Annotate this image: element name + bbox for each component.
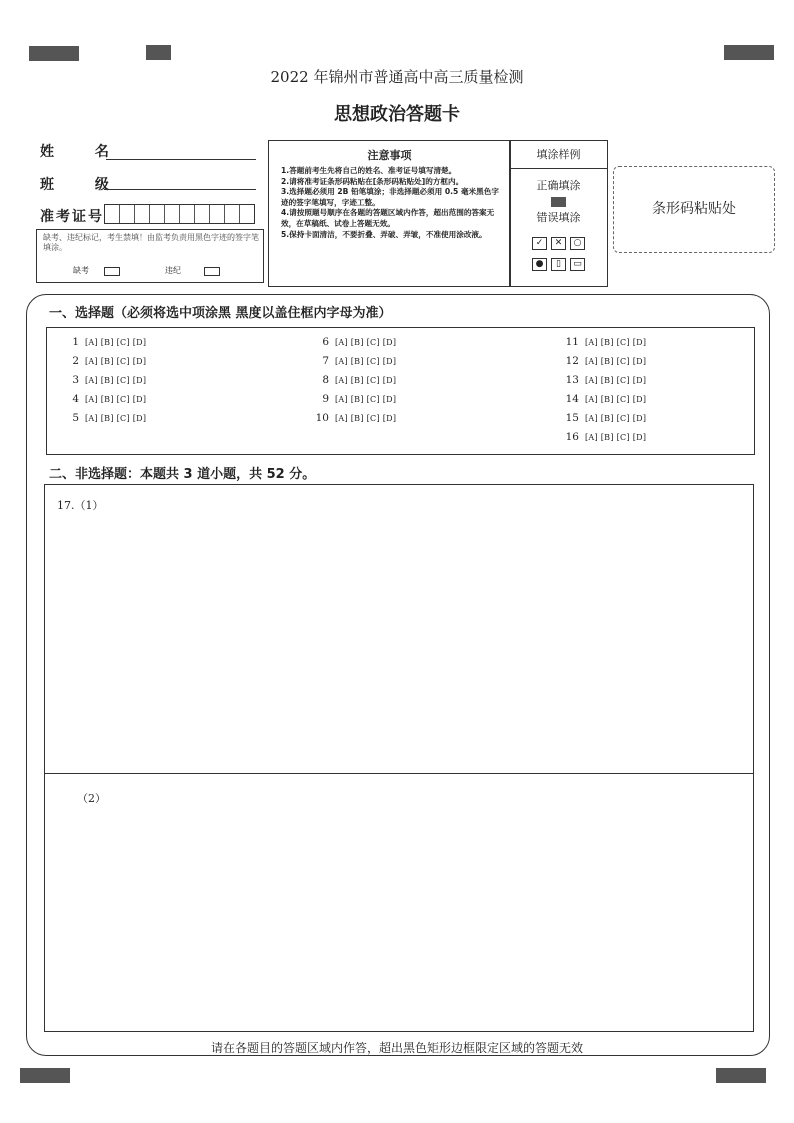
mc-options[interactable]: [A] [B] [C] [D] bbox=[85, 338, 147, 347]
mc-question[interactable] bbox=[311, 412, 396, 424]
mc-question-number: 15 bbox=[565, 412, 579, 424]
mc-question-number: 9 bbox=[322, 393, 329, 405]
mc-question[interactable] bbox=[561, 393, 646, 405]
mc-question[interactable] bbox=[311, 336, 396, 348]
mc-question[interactable] bbox=[311, 355, 396, 367]
mc-question[interactable] bbox=[561, 431, 646, 443]
mc-question[interactable] bbox=[61, 393, 146, 405]
absent-label: 缺考 bbox=[73, 266, 89, 275]
mc-question[interactable] bbox=[561, 355, 646, 367]
mc-question[interactable] bbox=[61, 336, 146, 348]
class-field[interactable] bbox=[104, 189, 256, 190]
mc-options[interactable]: [A] [B] [C] [D] bbox=[85, 414, 147, 423]
absent-checkbox[interactable] bbox=[104, 267, 120, 276]
partial-fill-icon: ▯ bbox=[551, 258, 566, 271]
mc-question[interactable] bbox=[561, 374, 646, 386]
q17-answer-area[interactable] bbox=[44, 484, 754, 1032]
mc-question-number: 6 bbox=[322, 336, 329, 348]
section1-title: 一、选择题（必须将选中项涂黑 黑度以盖住框内字母为准） bbox=[49, 306, 392, 321]
fill-sample-heading: 填涂样例 bbox=[510, 141, 607, 169]
mc-question-number: 8 bbox=[322, 374, 329, 386]
proctor-note-box bbox=[36, 229, 264, 283]
mc-question-number: 7 bbox=[322, 355, 329, 367]
barcode-area: 条形码粘贴处 bbox=[613, 166, 775, 253]
mc-question[interactable] bbox=[561, 336, 646, 348]
mc-options[interactable]: [A] [B] [C] [D] bbox=[335, 376, 397, 385]
mc-options[interactable]: [A] [B] [C] [D] bbox=[585, 376, 647, 385]
mc-question[interactable] bbox=[61, 374, 146, 386]
notice-item: 3.选择题必须用 2B 铅笔填涂；非选择题必须用 0.5 毫米黑色字迹的签字笔填写，字迹工整。 bbox=[281, 187, 499, 207]
exam-title: 2022 年锦州市普通高中高三质量检测 bbox=[270, 68, 524, 86]
mc-question[interactable] bbox=[311, 393, 396, 405]
filled-circle-icon: ● bbox=[532, 258, 547, 271]
exam-id-label: 准考证号 bbox=[40, 209, 104, 225]
notice-heading: 注意事项 bbox=[367, 149, 412, 162]
mc-question[interactable] bbox=[61, 412, 146, 424]
mc-options[interactable]: [A] [B] [C] [D] bbox=[85, 357, 147, 366]
mc-question-number: 2 bbox=[72, 355, 79, 367]
footer-note: 请在各题目的答题区域内作答，超出黑色矩形边框限定区域的答题无效 bbox=[210, 1041, 583, 1055]
notice-item: 1.答题前考生先将自己的姓名、准考证号填写清楚。 bbox=[281, 166, 457, 175]
position-marker bbox=[146, 45, 171, 60]
correct-fill-label: 正确填涂 bbox=[536, 179, 581, 192]
mc-question-number: 12 bbox=[565, 355, 579, 367]
proctor-note-text: 缺考、违纪标记，考生禁填！由监考负责用黑色字迹的签字笔填涂。 bbox=[43, 233, 259, 252]
mc-options[interactable]: [A] [B] [C] [D] bbox=[335, 395, 397, 404]
mc-question-number: 14 bbox=[565, 393, 579, 405]
cross-mark-icon: ✕ bbox=[551, 237, 566, 250]
mc-options[interactable]: [A] [B] [C] [D] bbox=[585, 357, 647, 366]
mc-question[interactable] bbox=[561, 412, 646, 424]
mc-question[interactable] bbox=[61, 355, 146, 367]
exam-id-field[interactable] bbox=[104, 204, 255, 224]
check-mark-icon: ✓ bbox=[532, 237, 547, 250]
mc-options[interactable]: [A] [B] [C] [D] bbox=[585, 433, 647, 442]
q17-part1-label: 17.（1） bbox=[57, 499, 104, 512]
notice-list bbox=[269, 166, 510, 240]
name-label: 姓 名 bbox=[40, 144, 127, 160]
mc-options[interactable]: [A] [B] [C] [D] bbox=[585, 338, 647, 347]
circle-mark-icon: ○ bbox=[570, 237, 585, 250]
notice-item: 4.请按照题号顺序在各题的答题区域内作答，超出范围的答案无效，在草稿纸、试卷上答题无效。 bbox=[281, 208, 495, 228]
notice-item: 2.请将准考证条形码粘贴在[条形码粘贴处]的方框内。 bbox=[281, 176, 464, 186]
violation-label: 违纪 bbox=[165, 266, 181, 275]
mc-question-number: 4 bbox=[72, 393, 79, 405]
wrong-fill-icons-row2 bbox=[510, 254, 607, 273]
notice-item: 5.保持卡面清洁，不要折叠、弄破、弄皱，不准使用涂改液。 bbox=[281, 229, 487, 239]
mc-options[interactable]: [A] [B] [C] [D] bbox=[585, 414, 647, 423]
mc-question-number: 10 bbox=[315, 412, 329, 424]
mc-options[interactable]: [A] [B] [C] [D] bbox=[85, 376, 147, 385]
section2-title: 二、非选择题：本题共 3 道小题，共 52 分。 bbox=[49, 467, 316, 482]
position-marker bbox=[29, 46, 79, 61]
class-label: 班 级 bbox=[40, 177, 127, 193]
mc-question-number: 5 bbox=[72, 412, 79, 424]
correct-fill-icon bbox=[551, 197, 566, 207]
card-title: 思想政治答题卡 bbox=[334, 104, 460, 125]
mc-question-number: 16 bbox=[565, 431, 579, 443]
position-marker bbox=[724, 45, 774, 60]
multiple-choice-box bbox=[46, 327, 755, 455]
q17-part2-label: （2） bbox=[77, 792, 106, 805]
mc-options[interactable]: [A] [B] [C] [D] bbox=[335, 357, 397, 366]
position-marker bbox=[716, 1068, 766, 1083]
mc-options[interactable]: [A] [B] [C] [D] bbox=[335, 338, 397, 347]
notice-box bbox=[268, 140, 511, 287]
mc-question-number: 11 bbox=[565, 336, 579, 348]
position-marker bbox=[20, 1068, 70, 1083]
violation-checkbox[interactable] bbox=[204, 267, 220, 276]
mc-question-number: 13 bbox=[565, 374, 579, 386]
mc-question-number: 1 bbox=[72, 336, 79, 348]
mc-options[interactable]: [A] [B] [C] [D] bbox=[585, 395, 647, 404]
wrong-fill-label: 错误填涂 bbox=[536, 211, 581, 224]
strike-mark-icon: ▭ bbox=[570, 258, 585, 271]
mc-question-number: 3 bbox=[72, 374, 79, 386]
divider bbox=[45, 773, 753, 774]
wrong-fill-icons bbox=[510, 233, 607, 252]
name-field[interactable] bbox=[106, 159, 256, 160]
mc-options[interactable]: [A] [B] [C] [D] bbox=[335, 414, 397, 423]
fill-sample-box bbox=[509, 140, 608, 287]
mc-question[interactable] bbox=[311, 374, 396, 386]
mc-options[interactable]: [A] [B] [C] [D] bbox=[85, 395, 147, 404]
